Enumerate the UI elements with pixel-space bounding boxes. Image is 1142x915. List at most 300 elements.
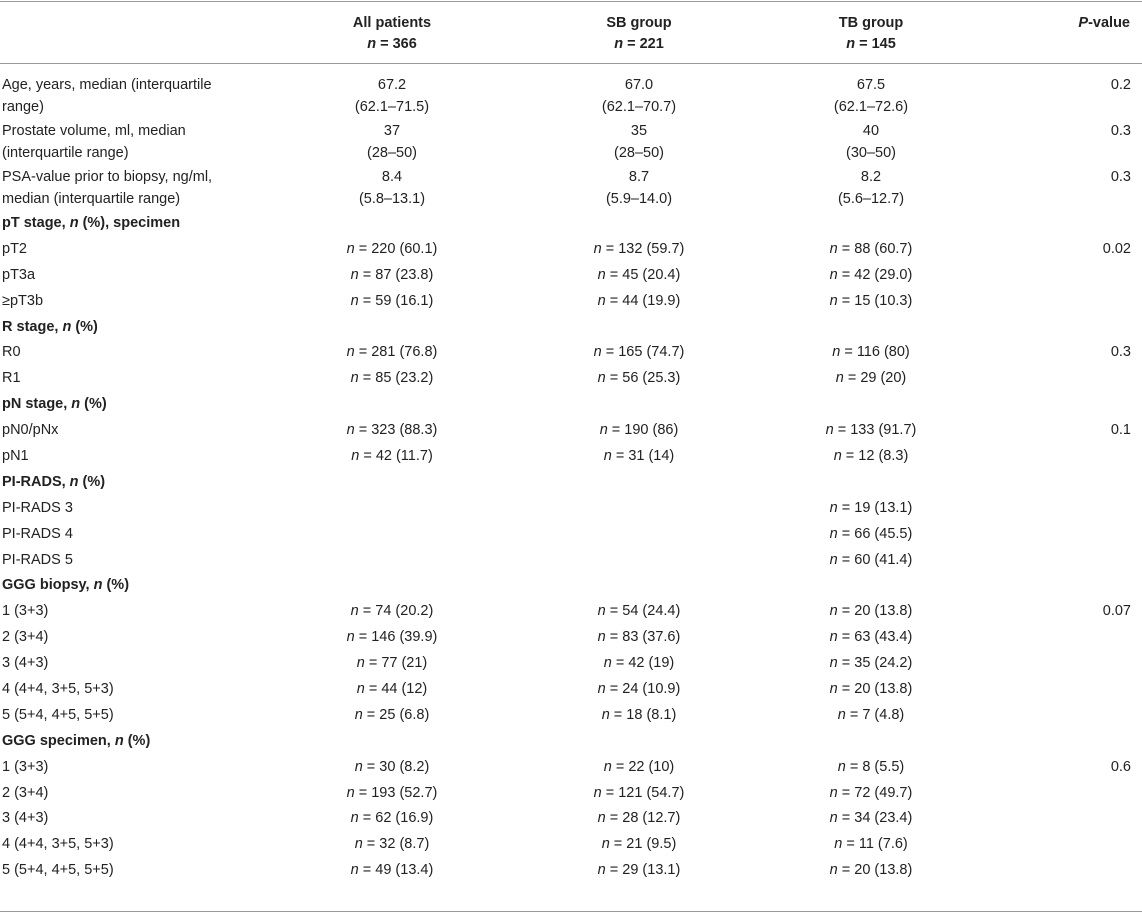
cell-value: = 25 (6.8) [362,706,430,723]
header-p-value [1010,13,1130,34]
cell-value: = 8 (5.5) [845,758,905,775]
cell-value: = 30 (8.2) [362,758,430,775]
header-tb-group-n [773,34,969,55]
row-label: ≥pT3b [2,292,44,309]
cell-value: = 34 (23.4) [837,810,913,827]
cell-sb [541,367,737,389]
row-label-line: PSA-value prior to biopsy, ng/ml, [2,169,213,185]
row-label: pT2 [2,240,27,257]
cell-value: = 72 (49.7) [837,784,913,801]
row-label: 5 (5+4, 4+5, 5+5) [2,862,114,879]
row-label: 2 (3+4) [2,784,49,801]
cell-all [294,264,490,286]
cell-tb [773,807,969,829]
n-symbol: n [346,344,355,361]
cell-iqr: (62.1–71.5) [354,99,430,115]
cell-all [294,367,490,389]
n-symbol: n [603,655,612,672]
n-value: = 145 [855,36,896,52]
cell-sb [541,419,737,441]
section-heading-text: R stage, [2,318,63,335]
row-label: R0 [2,344,21,361]
cell-tb [773,419,969,441]
n-symbol: n [601,836,610,853]
n-symbol: n [597,603,606,620]
table-row [0,419,1142,445]
n-symbol: n [829,292,838,309]
section-heading-text: (%) [102,577,130,594]
cell-tb [773,652,969,674]
table-row [0,74,1142,120]
cell-p: 0.3 [1110,123,1131,139]
cell-value: = 220 (60.1) [354,240,438,257]
table-row [0,264,1142,290]
n-symbol: n [593,240,602,257]
row-label: 2 (3+4) [2,629,49,646]
section-heading [2,316,272,338]
n-symbol: n [829,862,838,879]
cell-value: = 60 (41.4) [837,551,913,568]
row-label-line: Prostate volume, ml, median [2,123,186,139]
row-label: 1 (3+3) [2,758,49,775]
cell-value: = 281 (76.8) [354,344,438,361]
cell-median: 40 [862,123,880,139]
cell-sb [541,120,737,164]
n-symbol: n [597,629,606,646]
section-row [0,574,1142,600]
cell-value: = 35 (24.2) [837,655,913,672]
n-symbol: n [832,344,841,361]
n-symbol: n [593,784,602,801]
header-all-patients-n [294,34,490,55]
cell-p: 0.1 [1110,422,1131,439]
cell-all [294,120,490,164]
cell-tb [773,445,969,467]
n-symbol: n [603,448,612,465]
cell-sb [541,341,737,363]
cell-median: 8.4 [381,169,403,185]
table-row [0,120,1142,166]
table-row [0,782,1142,808]
table-row [0,341,1142,367]
section-heading [2,574,272,596]
n-symbol: n [829,681,838,698]
bottom-rule [0,911,1142,912]
cell-p: 0.2 [1110,77,1131,93]
section-row [0,730,1142,756]
n-symbol: n [350,603,359,620]
cell-median: 35 [630,123,648,139]
cell-tb [773,859,969,881]
cell-tb [773,290,969,312]
n-symbol: n [71,396,81,413]
n-symbol: n [351,448,360,465]
n-symbol: n [350,862,359,879]
cell-sb [541,807,737,829]
cell-all [294,341,490,363]
table-row [0,704,1142,730]
section-heading [2,730,272,752]
cell-sb [541,445,737,467]
row-label: 1 (3+3) [2,603,49,620]
n-symbol: n [356,681,365,698]
table-header [0,1,1142,63]
cell-value: = 121 (54.7) [601,784,685,801]
table-row [0,549,1142,575]
section-row [0,471,1142,497]
cell-value: = 21 (9.5) [609,836,677,853]
cell-tb [773,238,969,260]
header-all-patients-title: All patients [352,15,432,31]
n-value: = 221 [623,36,664,52]
row-label: pN1 [2,448,29,465]
cell-value: = 20 (13.8) [837,681,913,698]
cell-all [294,166,490,210]
cell-median: 67.0 [624,77,654,93]
section-heading-text: GGG specimen, [2,732,115,749]
header-sb-group [541,13,737,55]
cell-value: = 88 (60.7) [837,240,913,257]
cell-value: = 44 (12) [364,681,428,698]
cell-tb [773,833,969,855]
cell-iqr: (62.1–72.6) [833,99,909,115]
cell-value: = 77 (21) [364,655,428,672]
n-symbol: n [350,292,359,309]
n-symbol: n [603,758,612,775]
cell-all [294,419,490,441]
row-label-line: (interquartile range) [2,145,129,161]
n-symbol: n [354,706,363,723]
cell-tb [773,120,969,164]
n-symbol: n [597,292,606,309]
cell-value: = 11 (7.6) [842,836,908,853]
cell-p: 0.3 [1110,344,1131,361]
row-label: 3 (4+3) [2,655,49,672]
n-symbol: n [829,525,838,542]
cell-tb [773,782,969,804]
cell-value: = 18 (8.1) [609,706,677,723]
header-rule [0,63,1142,64]
row-label: 3 (4+3) [2,810,49,827]
cell-tb [773,74,969,118]
cell-tb [773,549,969,571]
cell-value: = 85 (23.2) [358,370,434,387]
cell-tb [773,600,969,622]
cell-value: = 54 (24.4) [605,603,681,620]
cell-tb [773,166,969,210]
section-heading-text: PI-RADS, [2,473,70,490]
section-row [0,393,1142,419]
cell-sb [541,264,737,286]
row-label: PI-RADS 3 [2,499,73,516]
table-row [0,807,1142,833]
n-symbol: n [846,36,856,52]
table-row [0,166,1142,212]
n-symbol: n [350,370,359,387]
cell-value: = 146 (39.9) [354,629,438,646]
cell-value: = 63 (43.4) [837,629,913,646]
cell-tb [773,264,969,286]
table-row [0,290,1142,316]
cell-all [294,782,490,804]
cell-value: = 31 (14) [611,448,675,465]
cell-value: = 22 (10) [611,758,675,775]
cell-median: 8.2 [860,169,882,185]
cell-value: = 87 (23.8) [358,266,434,283]
table-row [0,652,1142,678]
n-symbol: n [346,629,355,646]
n-symbol: n [346,422,355,439]
cell-all [294,445,490,467]
cell-value: = 323 (88.3) [354,422,438,439]
cell-all [294,626,490,648]
n-symbol: n [93,577,103,594]
n-symbol: n [834,836,843,853]
cell-sb [541,166,737,210]
cell-iqr: (62.1–70.7) [601,99,677,115]
cell-p: 0.07 [1102,603,1131,620]
n-symbol: n [367,36,377,52]
row-label-line: median (interquartile range) [2,191,181,207]
section-row [0,212,1142,238]
cell-value: = 19 (13.1) [837,499,913,516]
cell-tb [773,523,969,545]
table-body [0,74,1142,885]
n-symbol: n [829,240,838,257]
cell-iqr: (5.8–13.1) [358,191,426,207]
n-symbol: n [829,499,838,516]
n-symbol: n [601,706,610,723]
cell-value: = 42 (19) [611,655,675,672]
cell-median: 67.5 [856,77,886,93]
cell-value: = 7 (4.8) [845,706,905,723]
n-symbol: n [597,266,606,283]
cell-all [294,833,490,855]
cell-iqr: (5.6–12.7) [837,191,905,207]
n-symbol: n [346,784,355,801]
table-row [0,756,1142,782]
cell-sb [541,782,737,804]
cell-all [294,756,490,778]
n-symbol: n [829,629,838,646]
p-symbol: P [1078,15,1089,31]
n-symbol: n [829,266,838,283]
section-heading-text: GGG biopsy, [2,577,94,594]
section-heading-text: (%), specimen [78,215,181,231]
n-symbol: n [354,758,363,775]
cell-sb [541,600,737,622]
section-heading [2,471,272,493]
n-symbol: n [837,758,846,775]
cell-value: = 24 (10.9) [605,681,681,698]
row-label: PI-RADS 4 [2,525,73,542]
table-row [0,238,1142,264]
cell-p: 0.3 [1110,169,1131,185]
row-label [2,120,272,164]
cell-median: 8.7 [628,169,650,185]
cell-tb [773,704,969,726]
n-symbol: n [350,266,359,283]
n-value: = 366 [376,36,417,52]
cell-all [294,238,490,260]
n-symbol: n [69,215,79,231]
cell-tb [773,367,969,389]
cell-all [294,652,490,674]
cell-sb [541,238,737,260]
cell-all [294,74,490,118]
cell-p: 0.6 [1110,758,1131,775]
section-heading [2,393,272,415]
cell-value: = 74 (20.2) [358,603,434,620]
cell-sb [541,678,737,700]
row-label: pT3a [2,266,36,283]
section-heading-text: (%) [78,473,106,490]
cell-iqr: (28–50) [367,145,417,161]
header-tb-group-title: TB group [838,15,904,31]
n-symbol: n [597,681,606,698]
n-symbol: n [837,706,846,723]
row-label-line: range) [2,99,44,115]
row-label: pN0/pNx [2,422,59,439]
row-label: 4 (4+4, 3+5, 5+3) [2,836,114,853]
cell-value: = 59 (16.1) [358,292,434,309]
cell-tb [773,756,969,778]
n-symbol: n [825,422,834,439]
cell-tb [773,341,969,363]
cell-value: = 32 (8.7) [362,836,430,853]
table-row [0,497,1142,523]
cell-value: = 42 (11.7) [359,448,433,465]
cell-p: 0.02 [1102,240,1131,257]
row-label: 5 (5+4, 4+5, 5+5) [2,706,114,723]
n-symbol: n [833,448,842,465]
cell-value: = 44 (19.9) [605,292,681,309]
row-label-line: Age, years, median (interquartile [2,77,212,93]
n-symbol: n [354,836,363,853]
cell-all [294,859,490,881]
cell-value: = 133 (91.7) [833,422,917,439]
p-value-suffix: -value [1088,15,1130,31]
n-symbol: n [597,862,606,879]
cell-all [294,807,490,829]
cell-value: = 28 (12.7) [605,810,681,827]
n-symbol: n [599,422,608,439]
cell-iqr: (30–50) [846,145,896,161]
cell-median: 37 [383,123,401,139]
cell-sb [541,290,737,312]
cell-all [294,704,490,726]
header-sb-group-n [541,34,737,55]
row-label: PI-RADS 5 [2,551,73,568]
header-sb-group-title: SB group [606,15,672,31]
cell-value: = 45 (20.4) [605,266,681,283]
section-heading [2,212,272,234]
cell-value: = 190 (86) [607,422,679,439]
cell-sb [541,626,737,648]
cell-value: = 165 (74.7) [601,344,685,361]
table-row [0,445,1142,471]
cell-all [294,600,490,622]
cell-value: = 132 (59.7) [601,240,685,257]
header-all-patients [294,13,490,55]
cell-value: = 56 (25.3) [605,370,681,387]
cell-value: = 49 (13.4) [358,862,434,879]
n-symbol: n [114,732,124,749]
n-symbol: n [829,655,838,672]
row-label [2,74,272,118]
n-symbol: n [69,473,79,490]
table-row [0,678,1142,704]
cell-tb [773,678,969,700]
table-row [0,600,1142,626]
cell-sb [541,704,737,726]
cell-value: = 29 (13.1) [605,862,681,879]
cell-iqr: (28–50) [614,145,664,161]
section-heading-text: pT stage, [2,215,70,231]
cell-value: = 29 (20) [843,370,907,387]
section-heading-text: (%) [80,396,107,413]
cell-sb [541,74,737,118]
cell-value: = 116 (80) [840,344,910,361]
cell-tb [773,626,969,648]
n-symbol: n [350,810,359,827]
cell-value: = 15 (10.3) [837,292,913,309]
section-heading-text: (%) [71,318,98,335]
row-label: 4 (4+4, 3+5, 5+3) [2,681,114,698]
cell-sb [541,756,737,778]
cell-value: = 193 (52.7) [354,784,438,801]
n-symbol: n [829,784,838,801]
n-symbol: n [346,240,355,257]
n-symbol: n [597,370,606,387]
cell-value: = 20 (13.8) [837,603,913,620]
n-symbol: n [829,551,838,568]
n-symbol: n [835,370,844,387]
row-label [2,166,272,210]
cell-value: = 66 (45.5) [837,525,913,542]
cell-sb [541,833,737,855]
header-tb-group [773,13,969,55]
cell-sb [541,652,737,674]
table-row [0,833,1142,859]
table-row [0,367,1142,393]
cell-value: = 20 (13.8) [837,862,913,879]
table-row [0,859,1142,885]
table-row [0,523,1142,549]
cell-iqr: (5.9–14.0) [605,191,673,207]
n-symbol: n [593,344,602,361]
cell-value: = 83 (37.6) [605,629,681,646]
n-symbol: n [356,655,365,672]
cell-sb [541,859,737,881]
n-symbol: n [62,318,72,335]
n-symbol: n [829,603,838,620]
section-heading-text: (%) [123,732,151,749]
cell-value: = 62 (16.9) [358,810,434,827]
cell-all [294,290,490,312]
row-label: R1 [2,370,21,387]
cell-value: = 12 (8.3) [841,448,909,465]
section-heading-text: pN stage, [2,396,72,413]
n-symbol: n [614,36,624,52]
section-row [0,316,1142,342]
n-symbol: n [597,810,606,827]
table-row [0,626,1142,652]
n-symbol: n [829,810,838,827]
cell-value: = 42 (29.0) [837,266,913,283]
cell-tb [773,497,969,519]
cell-median: 67.2 [377,77,407,93]
